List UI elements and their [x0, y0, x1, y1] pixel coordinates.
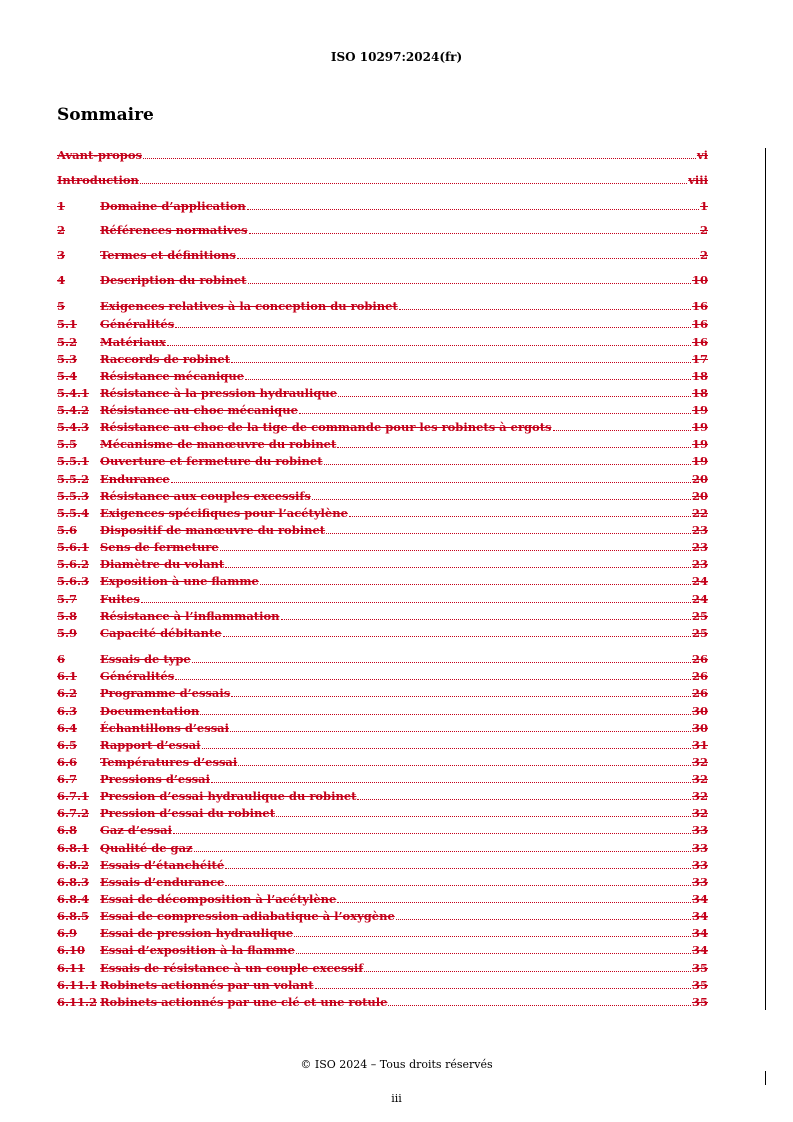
- toc-entry-label: Pressions d’essai: [100, 772, 210, 786]
- toc-entry-number: 6.8.4: [57, 892, 90, 906]
- toc-entry-number: 6.8.2: [57, 858, 90, 872]
- toc-dot-leader: [553, 430, 691, 431]
- toc-dot-leader: [173, 833, 691, 834]
- toc-entry[interactable]: [57, 172, 708, 187]
- toc-dot-leader: [225, 567, 691, 568]
- toc-entry[interactable]: [57, 147, 708, 162]
- toc-dot-leader: [238, 765, 691, 766]
- toc-entry-label: Programme d’essais: [100, 686, 231, 700]
- toc-entry-number: 2: [57, 223, 66, 237]
- toc-entry-label: Robinets actionnés par une clé et une rotule: [100, 995, 388, 1009]
- toc-entry-page: 16: [691, 335, 708, 349]
- toc-dot-leader: [200, 714, 691, 715]
- toc-entry[interactable]: [57, 385, 708, 400]
- toc-entry[interactable]: [57, 453, 708, 468]
- toc-entry-page: 19: [691, 454, 708, 468]
- toc-entry[interactable]: [57, 942, 708, 957]
- toc-entry-label: Rapport d’essai: [100, 738, 201, 752]
- toc-dot-leader: [211, 782, 691, 783]
- toc-entry[interactable]: [57, 771, 708, 786]
- toc-entry-page: 24: [691, 574, 708, 588]
- toc-entry-number: 5.7: [57, 592, 78, 606]
- toc-entry-number: 5.9: [57, 626, 78, 640]
- toc-entry-label: Diamètre du volant: [100, 557, 225, 571]
- toc-dot-leader: [312, 499, 691, 500]
- toc-entry-page: 16: [691, 317, 708, 331]
- toc-entry-page: 18: [691, 386, 708, 400]
- toc-entry-page: 2: [699, 223, 708, 237]
- toc-entry-number: 6.4: [57, 721, 78, 735]
- toc-entry[interactable]: [57, 754, 708, 769]
- toc-dot-leader: [326, 533, 691, 534]
- toc-entry-page: 32: [691, 755, 708, 769]
- toc-entry-page: 16: [691, 299, 708, 313]
- toc-entry-page: 19: [691, 403, 708, 417]
- toc-entry[interactable]: [57, 272, 708, 287]
- toc-entry-number: 6.8.1: [57, 841, 90, 855]
- toc-entry-page: 25: [691, 626, 708, 640]
- toc-entry-number: 6.10: [57, 943, 86, 957]
- copyright-notice: © ISO 2024 – Tous droits réservés: [300, 1058, 493, 1071]
- toc-entry[interactable]: [57, 471, 708, 486]
- toc-entry[interactable]: [57, 539, 708, 554]
- document-header: ISO 10297:2024(fr): [330, 50, 463, 64]
- toc-dot-leader: [175, 679, 691, 680]
- toc-entry[interactable]: [57, 703, 708, 718]
- toc-entry[interactable]: [57, 222, 708, 237]
- toc-entry[interactable]: [57, 874, 708, 889]
- toc-entry-label: Essai de compression adiabatique à l’oxygène: [100, 909, 395, 923]
- toc-entry-label: Essais de type: [100, 652, 191, 666]
- toc-entry-page: 33: [691, 858, 708, 872]
- toc-entry-number: 6.6: [57, 755, 78, 769]
- toc-entry[interactable]: [57, 247, 708, 262]
- toc-entry-number: 5.5.2: [57, 472, 90, 486]
- toc-entry-label: Pression d’essai hydraulique du robinet: [100, 789, 357, 803]
- toc-entry-page: 34: [691, 943, 708, 957]
- toc-entry-page: 33: [691, 823, 708, 837]
- toc-entry[interactable]: [57, 573, 708, 588]
- toc-entry[interactable]: [57, 891, 708, 906]
- toc-entry-label: Description du robinet: [100, 273, 247, 287]
- toc-entry-number: 5.4: [57, 369, 78, 383]
- toc-dot-leader: [388, 1005, 691, 1006]
- toc-entry-number: 5.5.3: [57, 489, 90, 503]
- toc-entry-label: Avant-propos: [57, 148, 142, 162]
- toc-entry-page: viii: [688, 173, 708, 187]
- toc-entry-label: Domaine d’application: [100, 199, 246, 213]
- toc-entry[interactable]: [57, 840, 708, 855]
- toc-entry-number: 3: [57, 248, 66, 262]
- toc-dot-leader: [357, 799, 691, 800]
- toc-entry[interactable]: [57, 316, 708, 331]
- toc-dot-leader: [237, 258, 699, 259]
- toc-entry-number: 6.2: [57, 686, 78, 700]
- toc-entry-label: Généralités: [100, 317, 175, 331]
- toc-dot-leader: [299, 413, 691, 414]
- toc-entry[interactable]: [57, 788, 708, 803]
- toc-entry-page: 23: [691, 540, 708, 554]
- toc-entry[interactable]: [57, 608, 708, 623]
- toc-entry[interactable]: [57, 960, 708, 975]
- toc-entry-number: 6.8: [57, 823, 78, 837]
- toc-dot-leader: [247, 209, 699, 210]
- toc-dot-leader: [140, 183, 687, 184]
- toc-entry[interactable]: [57, 522, 708, 537]
- toc-entry-number: 1: [57, 199, 66, 213]
- toc-entry-number: 5.5.1: [57, 454, 90, 468]
- toc-entry-page: 30: [691, 721, 708, 735]
- toc-entry-label: Raccords de robinet: [100, 352, 231, 366]
- toc-dot-leader: [230, 731, 691, 732]
- toc-entry[interactable]: [57, 298, 708, 313]
- toc-entry-number: 6.8.5: [57, 909, 90, 923]
- toc-entry-number: 5.6.1: [57, 540, 90, 554]
- toc-dot-leader: [225, 885, 691, 886]
- toc-entry-page: 34: [691, 892, 708, 906]
- toc-entry-number: 5.4.2: [57, 403, 90, 417]
- toc-entry-label: Exigences spécifiques pour l’acétylène: [100, 506, 348, 520]
- toc-dot-leader: [294, 936, 691, 937]
- toc-entry-label: Introduction: [57, 173, 139, 187]
- toc-entry-number: 5.5.4: [57, 506, 90, 520]
- toc-entry-page: 19: [691, 420, 708, 434]
- toc-entry-page: 26: [691, 652, 708, 666]
- toc-dot-leader: [231, 696, 691, 697]
- toc-entry-number: 6.3: [57, 704, 78, 718]
- change-bar-footer: [765, 1071, 766, 1085]
- toc-entry[interactable]: [57, 351, 708, 366]
- toc-entry[interactable]: [57, 419, 708, 434]
- toc-entry[interactable]: [57, 402, 708, 417]
- toc-entry-label: Essais d’étanchéité: [100, 858, 225, 872]
- toc-entry-label: Sens de fermeture: [100, 540, 219, 554]
- toc-entry-number: 5.6.3: [57, 574, 90, 588]
- toc-entry-page: 22: [691, 506, 708, 520]
- toc-dot-leader: [249, 233, 699, 234]
- toc-entry-number: 6.1: [57, 669, 78, 683]
- toc-entry-page: 34: [691, 909, 708, 923]
- toc-dot-leader: [337, 447, 691, 448]
- toc-dot-leader: [349, 516, 691, 517]
- toc-entry-page: 17: [691, 352, 708, 366]
- toc-entry-label: Documentation: [100, 704, 200, 718]
- toc-entry-page: 2: [699, 248, 708, 262]
- toc-entry-label: Qualité de gaz: [100, 841, 193, 855]
- page-title: Sommaire: [57, 105, 154, 125]
- toc-entry[interactable]: [57, 556, 708, 571]
- toc-entry-label: Capacité débitante: [100, 626, 222, 640]
- toc-entry-label: Résistance aux couples excessifs: [100, 489, 311, 503]
- toc-entry-page: 26: [691, 686, 708, 700]
- toc-entry[interactable]: [57, 994, 708, 1009]
- toc-entry-page: 24: [691, 592, 708, 606]
- toc-entry-page: 25: [691, 609, 708, 623]
- toc-entry-page: 30: [691, 704, 708, 718]
- toc-entry-page: 1: [699, 199, 708, 213]
- toc-entry-number: 5.8: [57, 609, 78, 623]
- toc-entry-page: 33: [691, 841, 708, 855]
- toc-entry-page: 23: [691, 557, 708, 571]
- toc-dot-leader: [260, 584, 691, 585]
- toc-entry-page: 18: [691, 369, 708, 383]
- toc-entry[interactable]: [57, 720, 708, 735]
- toc-entry-label: Résistance à l’inflammation: [100, 609, 280, 623]
- toc-entry-number: 5.6.2: [57, 557, 90, 571]
- toc-entry-page: 20: [691, 489, 708, 503]
- toc-entry-number: 6.9: [57, 926, 78, 940]
- toc-entry-label: Références normatives: [100, 223, 248, 237]
- toc-entry[interactable]: [57, 198, 708, 213]
- toc-entry[interactable]: [57, 977, 708, 992]
- toc-entry-label: Essais de résistance à un couple excessif: [100, 961, 364, 975]
- toc-dot-leader: [276, 816, 691, 817]
- toc-entry-label: Termes et définitions: [100, 248, 236, 262]
- toc-entry-label: Températures d’essai: [100, 755, 238, 769]
- toc-entry-number: 6.5: [57, 738, 78, 752]
- toc-entry-label: Pression d’essai du robinet: [100, 806, 276, 820]
- toc-entry-label: Exigences relatives à la conception du robinet: [100, 299, 398, 313]
- toc-dot-leader: [399, 309, 691, 310]
- toc-entry-page: 32: [691, 789, 708, 803]
- toc-entry-page: 31: [691, 738, 708, 752]
- toc-dot-leader: [337, 902, 691, 903]
- toc-entry-page: 35: [691, 961, 708, 975]
- toc-entry[interactable]: [57, 925, 708, 940]
- toc-entry-page: 20: [691, 472, 708, 486]
- toc-entry-number: 6.7: [57, 772, 78, 786]
- toc-dot-leader: [141, 602, 691, 603]
- toc-entry-label: Fuites: [100, 592, 140, 606]
- toc-entry-number: 6.11: [57, 961, 86, 975]
- toc-dot-leader: [296, 953, 691, 954]
- toc-entry-page: 32: [691, 806, 708, 820]
- toc-dot-leader: [220, 550, 691, 551]
- toc-dot-leader: [231, 362, 691, 363]
- toc-entry-number: 6.11.2: [57, 995, 98, 1009]
- toc-entry-page: 32: [691, 772, 708, 786]
- toc-entry-number: 5.1: [57, 317, 78, 331]
- toc-entry-number: 6.7.1: [57, 789, 90, 803]
- toc-entry[interactable]: [57, 668, 708, 683]
- toc-entry-page: 35: [691, 995, 708, 1009]
- toc-entry[interactable]: [57, 488, 708, 503]
- toc-entry-label: Échantillons d’essai: [100, 721, 229, 735]
- toc-dot-leader: [364, 971, 691, 972]
- toc-dot-leader: [143, 158, 696, 159]
- toc-entry[interactable]: [57, 625, 708, 640]
- toc-entry[interactable]: [57, 908, 708, 923]
- toc-dot-leader: [171, 482, 691, 483]
- toc-entry-page: 23: [691, 523, 708, 537]
- toc-dot-leader: [338, 396, 691, 397]
- toc-dot-leader: [167, 345, 691, 346]
- toc-dot-leader: [225, 868, 691, 869]
- toc-entry-label: Matériaux: [100, 335, 166, 349]
- toc-entry[interactable]: [57, 334, 708, 349]
- toc-dot-leader: [248, 283, 691, 284]
- toc-entry-number: 6.7.2: [57, 806, 90, 820]
- toc-dot-leader: [192, 662, 691, 663]
- page-number: iii: [391, 1092, 402, 1105]
- toc-entry-label: Mécanisme de manœuvre du robinet: [100, 437, 337, 451]
- toc-entry-label: Essai d’exposition à la flamme: [100, 943, 295, 957]
- toc-dot-leader: [324, 464, 691, 465]
- toc-entry-number: 5.2: [57, 335, 78, 349]
- toc-entry-label: Résistance mécanique: [100, 369, 245, 383]
- toc-entry-label: Généralités: [100, 669, 175, 683]
- toc-entry-page: 35: [691, 978, 708, 992]
- toc-entry[interactable]: [57, 822, 708, 837]
- toc-dot-leader: [202, 748, 691, 749]
- toc-entry[interactable]: [57, 368, 708, 383]
- toc-entry-number: 6.11.1: [57, 978, 98, 992]
- toc-entry[interactable]: [57, 651, 708, 666]
- toc-entry-label: Gaz d’essai: [100, 823, 172, 837]
- toc-entry-label: Résistance au choc mécanique: [100, 403, 298, 417]
- toc-dot-leader: [223, 636, 691, 637]
- toc-entry-number: 5.4.3: [57, 420, 90, 434]
- toc-entry-page: 26: [691, 669, 708, 683]
- toc-entry-label: Essai de pression hydraulique: [100, 926, 294, 940]
- toc-entry-number: 5.6: [57, 523, 78, 537]
- toc-entry-page: vi: [696, 148, 708, 162]
- toc-entry-page: 10: [691, 273, 708, 287]
- toc-dot-leader: [315, 988, 691, 989]
- toc-entry[interactable]: [57, 737, 708, 752]
- toc-entry-label: Essai de décomposition à l’acétylène: [100, 892, 337, 906]
- toc-entry-label: Exposition à une flamme: [100, 574, 259, 588]
- change-bar: [765, 148, 766, 1010]
- toc-entry[interactable]: [57, 805, 708, 820]
- toc-entry-number: 5.3: [57, 352, 78, 366]
- toc-entry-number: 5: [57, 299, 66, 313]
- toc-entry-label: Résistance à la pression hydraulique: [100, 386, 338, 400]
- toc-entry-number: 5.5: [57, 437, 78, 451]
- toc-entry-number: 6: [57, 652, 66, 666]
- toc-entry-page: 33: [691, 875, 708, 889]
- toc-entry-page: 19: [691, 437, 708, 451]
- toc-dot-leader: [245, 379, 691, 380]
- toc-entry[interactable]: [57, 591, 708, 606]
- toc-entry[interactable]: [57, 857, 708, 872]
- toc-entry[interactable]: [57, 685, 708, 700]
- toc-entry[interactable]: [57, 436, 708, 451]
- toc-entry-label: Essais d’endurance: [100, 875, 225, 889]
- toc-dot-leader: [281, 619, 691, 620]
- toc-entry-label: Ouverture et fermeture du robinet: [100, 454, 323, 468]
- toc-entry-label: Résistance au choc de la tige de commande pour les robinets à ergots: [100, 420, 552, 434]
- toc-dot-leader: [396, 919, 691, 920]
- toc-entry-page: 34: [691, 926, 708, 940]
- toc-entry-number: 4: [57, 273, 66, 287]
- toc-entry-number: 5.4.1: [57, 386, 90, 400]
- toc-entry-label: Dispositif de manœuvre du robinet: [100, 523, 326, 537]
- toc-entry-label: Endurance: [100, 472, 170, 486]
- toc-entry[interactable]: [57, 505, 708, 520]
- toc-entry-label: Robinets actionnés par un volant: [100, 978, 314, 992]
- toc-dot-leader: [175, 327, 691, 328]
- toc-entry-number: 6.8.3: [57, 875, 90, 889]
- toc-dot-leader: [194, 851, 691, 852]
